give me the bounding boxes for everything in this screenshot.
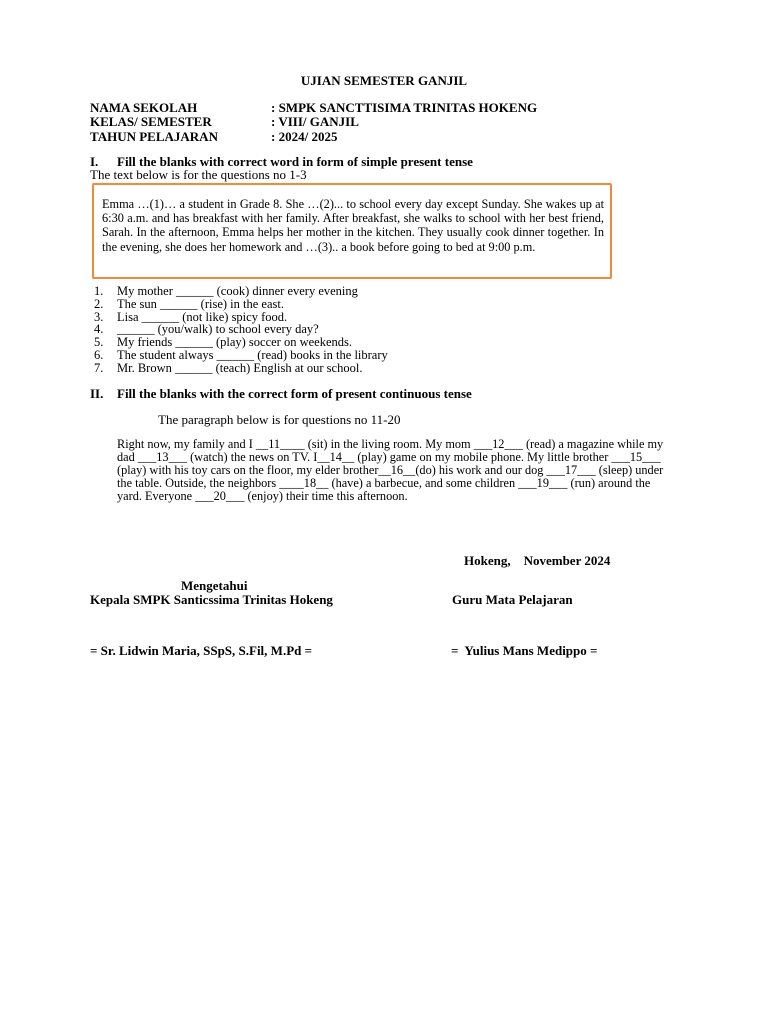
section1-number: I.: [90, 154, 99, 169]
question-text: My mother ______ (cook) dinner every evening: [117, 284, 358, 298]
question-text: Lisa ______ (not like) spicy food.: [117, 309, 288, 324]
teacher-name: = Yulius Mans Medippo =: [451, 643, 598, 658]
acknowledged-label: Mengetahui: [181, 578, 248, 593]
passage-text: Emma …(1)… a student in Grade 8. She …(2)... to school every day except Sunday. She wakes up at 6:30 a.m. and has breakfast with her family. After breakfast, she walks to school with her best friend, Sarah. In the afternoon, Emma helps her mother in the kitchen. They usually cook dinner together. In the evening, she does her homework and …(3).. a book before going to bed at 9:00 p.m.: [102, 197, 604, 254]
question-number: 6.: [94, 347, 104, 362]
principal-title: Kepala SMPK Santicssima Trinitas Hokeng: [90, 592, 333, 607]
passage-box: [92, 183, 612, 279]
question-text: Mr. Brown ______ (teach) English at our school.: [117, 360, 363, 375]
section1-heading: Fill the blanks with correct word in form of simple present tense: [117, 154, 473, 169]
section2-heading: Fill the blanks with the correct form of present continuous tense: [117, 386, 472, 401]
section2-paragraph: Right now, my family and I __11____ (sit) in the living room. My mom ___12___ (read) a magazine while my dad ___13___ (watch) the news on TV. I__14__ (play) game on my mobile phone. My little brother ___15___ (play) with his toy cars on the floor, my elder brother__16__(do) his work and our dog ___17___ (sleep) under the table. Outside, the neighbors ____18__ (have) a barbecue, and some children ___19___ (run) around the yard. Everyone ___20___ (enjoy) their time this afternoon.: [117, 437, 664, 503]
question-text: ______ (you/walk) to school every day?: [117, 322, 319, 337]
question-text: The student always ______ (read) books in the library: [117, 347, 388, 362]
teacher-title: Guru Mata Pelajaran: [452, 592, 573, 607]
school-label: NAMA SEKOLAH: [90, 100, 198, 115]
section2-intro: The paragraph below is for questions no 11-20: [158, 412, 401, 427]
place-date: Hokeng, November 2024: [464, 553, 611, 568]
question-number: 5.: [94, 335, 104, 350]
section1-intro: The text below is for the questions no 1-3: [90, 167, 307, 182]
class-label: KELAS/ SEMESTER: [90, 114, 212, 129]
question-number: 1.: [94, 284, 104, 298]
school-value: : SMPK SANCTTISIMA TRINITAS HOKENG: [271, 100, 538, 115]
principal-name: = Sr. Lidwin Maria, SSpS, S.Fil, M.Pd =: [90, 643, 313, 658]
class-value: : VIII/ GANJIL: [271, 114, 359, 129]
exam-title: UJIAN SEMESTER GANJIL: [300, 73, 468, 88]
year-value: : 2024/ 2025: [271, 129, 338, 144]
question-number: 4.: [94, 322, 104, 337]
question-text: My friends ______ (play) soccer on weekends.: [117, 335, 353, 350]
question-number: 7.: [94, 360, 104, 375]
section2-number: II.: [90, 386, 104, 401]
question-text: The sun ______ (rise) in the east.: [117, 296, 284, 311]
question-number: 3.: [94, 309, 104, 324]
year-label: TAHUN PELAJARAN: [90, 129, 218, 144]
question-number: 2.: [94, 296, 104, 311]
